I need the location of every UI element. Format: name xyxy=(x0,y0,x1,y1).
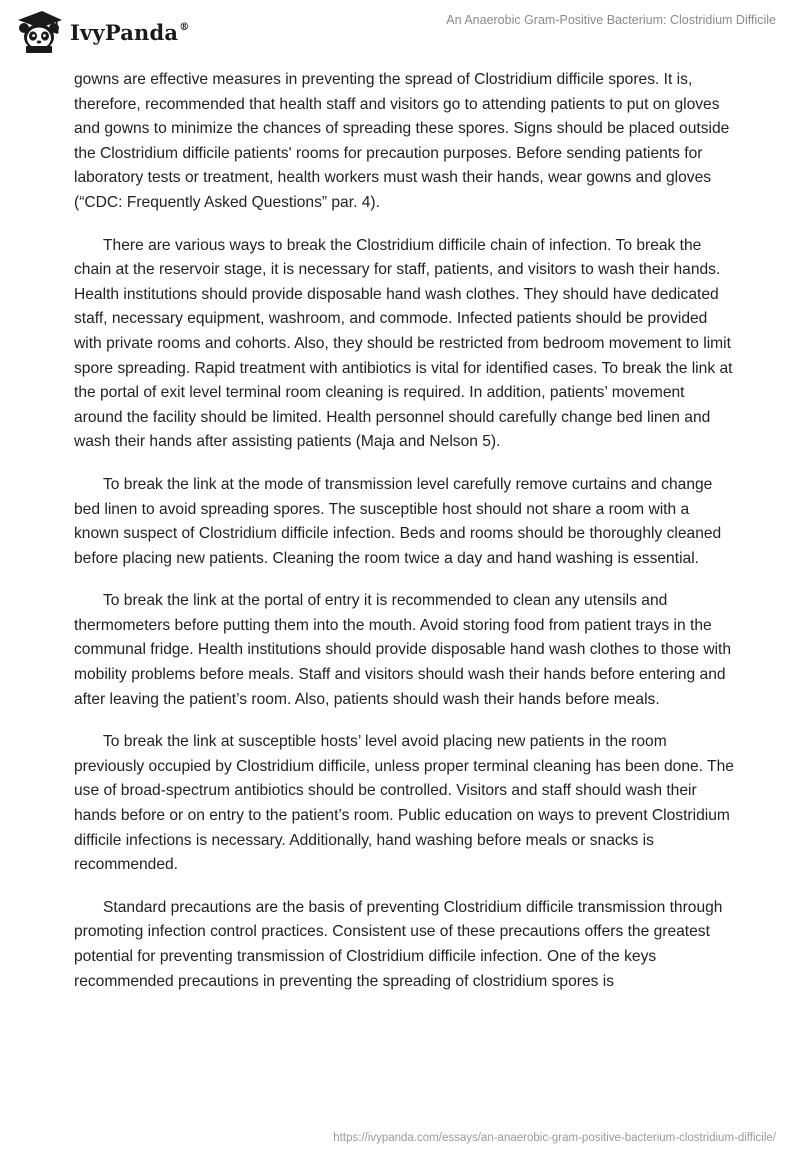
paragraph: To break the link at the portal of entry it is recommended to clean any utensils and thermometers before putting them into the mouth. Avoid storing food from patient trays in the communal fridge. Health institutions should provide disposable hand wash clothes to those with mobility problems before meals. Staff and visitors should wash their hands before entering and after leaving the patient’s room. Also, patients should wash their hands before meals. xyxy=(74,592,732,708)
paragraph: There are various ways to break the Clostridium difficile chain of infection. To break the chain at the reservoir stage, it is necessary for staff, patients, and visitors to wash their hands. Health institutions should provide disposable hand wash clothes. They should have dedicated staff, necessary equipment, washroom, and commode. Infected patients should be provided with private rooms and cohorts. Also, they should be restricted from bedroom movement to limit spore spreading. Rapid treatment with antibiotics is vital for identified cases. To break the link at the portal of exit level terminal room cleaning is required. In addition, patients’ movement around the facility should be limited. Health personnel should carefully change bed linen and wash their hands after assisting patients (Maja and Nelson 5). xyxy=(74,236,733,451)
document-title: An Anaerobic Gram-Positive Bacterium: Clostridium Difficile xyxy=(446,13,776,27)
paragraph: To break the link at susceptible hosts’ level avoid placing new patients in the room previously occupied by Clostridium difficile, unless proper terminal cleaning has been done. The use of broad-spectrum antibiotics should be controlled. Visitors and staff should wash their hands before or on entry to the patient’s room. Public education on ways to prevent Clostridium difficile infections is necessary. Additionally, hand washing before meals or snacks is recommended. xyxy=(74,733,734,874)
essay-body xyxy=(74,68,734,1012)
paragraph: To break the link at the mode of transmission level carefully remove curtains and change bed linen to avoid spreading spores. The susceptible host should not share a room with a known suspect of Clostridium difficile infection. Beds and rooms should be thoroughly cleaned before placing new patients. Cleaning the room twice a day and hand washing is essential. xyxy=(74,475,722,567)
panda-graduate-icon xyxy=(14,8,64,54)
page-header xyxy=(0,0,800,60)
brand-logo[interactable] xyxy=(14,8,189,54)
brand-name: IvyPanda® xyxy=(70,19,190,45)
paragraph-continued: gowns are effective measures in preventing the spread of Clostridium difficile spores. It is, therefore, recommended that health staff and visitors go to attending patients to put on gloves and gowns to minimize the chances of spreading these spores. Signs should be placed outside the Clostridium difficile patients' rooms for precaution purposes. Before sending patients for laboratory tests or treatment, health workers must wash their hands, wear gowns and gloves (“CDC: Frequently Asked Questions” par. 4). xyxy=(74,71,730,211)
source-url[interactable]: https://ivypanda.com/essays/an-anaerobic-gram-positive-bacterium-clostridium-difficile/ xyxy=(333,1132,776,1144)
registered-mark: ® xyxy=(179,21,190,33)
paragraph: Standard precautions are the basis of preventing Clostridium difficile transmission through promoting infection control practices. Consistent use of these precautions offers the greatest potential for preventing transmission of Clostridium difficile infection. One of the keys recommended precautions in preventing the spreading of clostridium spores is xyxy=(74,898,723,990)
